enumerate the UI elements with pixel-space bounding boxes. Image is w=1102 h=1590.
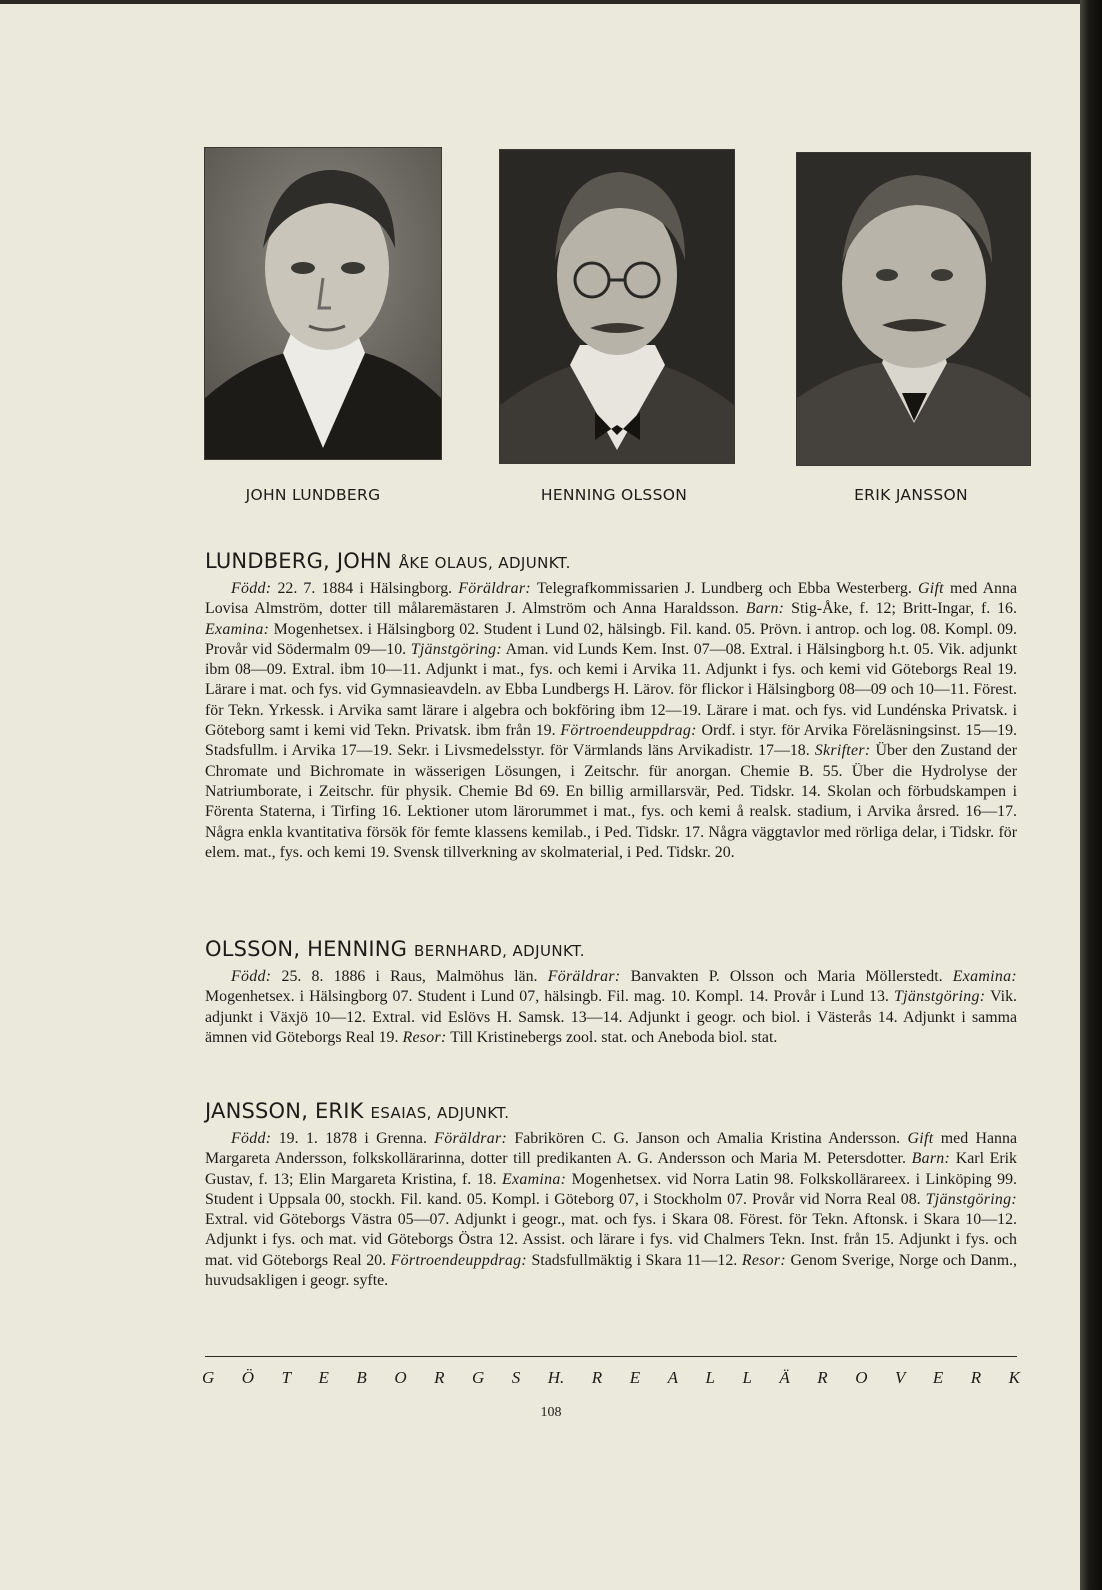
footer-letter: V [894, 1368, 906, 1387]
entry-body-text: Född: 22. 7. 1884 i Hälsingborg. Föräldrar: Telegrafkommissarien J. Lundberg och Ebba Westerberg. Gift med Anna Lovisa Almström, dotter till målaremästaren J. Almström och Anna Haraldsson. Barn: Stig-Åke, f. 12; Britt-Ingar, f. 16. Examina: Mogenhetsex. i Hälsingborg 02. Student i Lund 02, hälsingb. Fil. kand. 05. Prövn. i antrop. och log. 08. Kompl. 09. Provår vid Södermalm 09—10. Tjänstgöring: Aman. vid Lunds Kem. Inst. 07—08. Extral. i Hälsingborg h.t. 05. Vik. adjunkt ibm 08—09. Extral. ibm 10—11. Adjunkt i mat., fys. och kemi i Arvika 11. Adjunkt i fys. och kemi vid Göteborgs Real 19. Lärare i mat. och fys. vid Gymnasieavdeln. av Ebba Lundbergs H. Lärov. för flickor i Hälsingborg 08—09 och 10—11. Förest. för Tekn. Yrkessk. i Arvika samt lärare i algebra och bokföring ibm 12—19. Lärare i mat. och fys. vid Lundénska Privatsk. i Göteborg samt i kemi vid Tekn. Privatsk. ibm från 19. Förtroendeuppdrag: Ordf. i styr. för Arvika Föreläsningsinst. 15—19. Stadsfullm. i Arvika 17—19. Sekr. i Livsmedelsstyr. för Värmlands läns Arvikadistr. 17—18. Skrifter: Über den Zustand der Chromate und Bichromate in wässerigen Lösungen, i Zeitschr. für anorgan. Chemie B. 55. Über die Hydrolyse der Natriumborate, i Zeitschr. für physik. Chemie Bd 69. En billig armillarsvär, Ped. Tidskr. 14. Skolan och förbudskampen i Förenta Staterna, i Tirfing 16. Lektioner utom lärorummet i mat., fys. och kemi å realsk. stadium, i Arvika årsred. 16—17. Några enkla kvantitativa försök för femte klassens kemilab., i Ped. Tidskr. 17. Några väggtavlor med rörliga delar, i Tidskr. för elem. mat., fys. och kemi 19. Svensk tillverkning av skolmaterial, i Ped. Tidskr. 20. [205, 580, 1018, 861]
field-label: Född: [231, 968, 272, 985]
field-label: Förtroendeuppdrag: [390, 1251, 527, 1269]
footer-rule [205, 1356, 1017, 1357]
field-label: Föräldrar: [434, 1130, 508, 1147]
footer-letter: L [705, 1368, 715, 1387]
biography-entry-lundberg [205, 549, 1017, 863]
footer-letter: O [855, 1368, 868, 1387]
footer-letter: O [394, 1368, 407, 1387]
footer-letter: B [356, 1368, 367, 1387]
entry-surname: OLSSON, [205, 937, 301, 961]
footer-letter: L [742, 1368, 752, 1387]
field-label: Gift [917, 580, 944, 597]
field-label: Född: [231, 1130, 272, 1147]
entry-given-name: HENNING [307, 937, 408, 961]
entry-surname: LUNDBERG, [205, 549, 330, 573]
page-number: 108 [540, 1405, 562, 1420]
footer-letter: H. [547, 1368, 565, 1387]
field-label: Barn: [911, 1150, 951, 1168]
entry-heading [205, 1099, 1017, 1123]
footer-letter: R [591, 1368, 603, 1387]
field-label: Född: [231, 580, 272, 597]
entry-rest-of-name: ESAIAS, ADJUNKT. [370, 1104, 510, 1122]
field-label: Barn: [745, 600, 785, 618]
footer-letter: R [434, 1368, 445, 1387]
field-label: Skrifter: [814, 742, 871, 760]
footer-letter: E [932, 1368, 944, 1387]
page-top-edge [0, 0, 1102, 4]
portrait-caption-2: HENNING OLSSON [540, 486, 688, 504]
field-label: Tjänstgöring: [894, 988, 986, 1006]
entry-body-text: Född: 25. 8. 1886 i Raus, Malmöhus län. Föräldrar: Banvakten P. Olsson och Maria Möllerstedt. Examina: Mogenhetsex. i Hälsingborg 07. Student i Lund 07, hälsingb. Fil. mag. 10. Kompl. 14. Provår i Lund 13. Tjänstgöring: Vik. adjunkt i Växjö 10—12. Extral. vid Eslövs H. Samsk. 13—14. Adjunkt i geogr. och biol. i Västerås 14. Adjunkt i samma ämnen vid Göteborgs Real 19. Resor: Till Kristinebergs zool. stat. och Aneboda biol. stat. [205, 968, 1018, 1046]
portrait-photo-henning-olsson [499, 149, 735, 464]
footer-letter: G [202, 1368, 215, 1387]
entry-rest-of-name: ÅKE OLAUS, ADJUNKT. [398, 554, 571, 572]
footer-letter: A [667, 1368, 678, 1387]
footer-letter: K [1008, 1368, 1020, 1387]
footer-letter: E [318, 1368, 329, 1387]
field-label: Föräldrar: [547, 968, 621, 985]
portrait-caption-3: ERIK JANSSON [854, 486, 968, 504]
field-label: Förtroendeuppdrag: [560, 722, 697, 740]
field-label: Föräldrar: [458, 580, 531, 597]
page-binding-shadow [1080, 0, 1102, 1590]
footer-letter: Ö [241, 1368, 255, 1387]
field-label: Gift [907, 1130, 934, 1147]
portrait-photo-erik-jansson [796, 152, 1031, 466]
entry-given-name: ERIK [314, 1099, 364, 1123]
entry-heading [205, 937, 1017, 961]
entry-heading [205, 549, 1017, 573]
footer-letter: R [970, 1368, 982, 1387]
footer-letter: S [511, 1368, 521, 1387]
footer-letter: E [629, 1368, 641, 1387]
entry-rest-of-name: BERNHARD, ADJUNKT. [414, 942, 585, 960]
footer-letter: G [471, 1368, 485, 1387]
field-label: Examina: [205, 620, 270, 638]
footer-letter: T [281, 1368, 292, 1387]
entry-given-name: JOHN [336, 549, 392, 573]
field-label: Tjänstgöring: [925, 1190, 1017, 1208]
entry-body-text: Född: 19. 1. 1878 i Grenna. Föräldrar: Fabrikören C. G. Janson och Amalia Kristina Andersson. Gift med Hanna Margareta Andersson, folkskollärarinna, dotter till predikanten A. G. Andersson och Maria M. Petersdotter. Barn: Karl Erik Gustav, f. 13; Elin Margareta Kristina, f. 18. Examina: Mogenhetsex. vid Norra Latin 98. Folkskollärareex. i Linköping 99. Student i Uppsala 00, stockh. Fil. kand. 05. Kompl. i Göteborg 07, i Stockholm 07. Provår vid Norra Real 08. Tjänstgöring: Extral. vid Göteborgs Västra 05—07. Adjunkt i geogr., mat. och fys. i Skara 08. Förest. för Tekn. Aftonsk. i Skara 10—12. Adjunkt i fys. och mat. vid Göteborgs Östra 12. Assist. och lärare i fys. vid Chalmers Tekn. Inst. från 15. Adjunkt i fys. och mat. vid Göteborgs Real 20. Förtroendeuppdrag: Stadsfullmäktig i Skara 11—12. Resor: Genom Sverige, Norge och Danm., huvudsakligen i geogr. syfte. [205, 1130, 1018, 1290]
entry-surname: JANSSON, [205, 1099, 309, 1123]
field-label: Examina: [952, 968, 1017, 985]
field-label: Tjänstgöring: [410, 640, 503, 658]
portrait-photo-john-lundberg [204, 147, 442, 460]
biography-entry-olsson [205, 937, 1017, 1048]
field-label: Resor: [741, 1251, 786, 1269]
portrait-caption-1: JOHN LUNDBERG [245, 486, 381, 504]
footer-letter: R [817, 1368, 828, 1387]
field-label: Examina: [502, 1170, 567, 1188]
footer-letter: Ä [779, 1368, 790, 1387]
running-footer [202, 1368, 1020, 1388]
field-label: Resor: [402, 1028, 447, 1046]
biography-entry-jansson [205, 1099, 1017, 1291]
